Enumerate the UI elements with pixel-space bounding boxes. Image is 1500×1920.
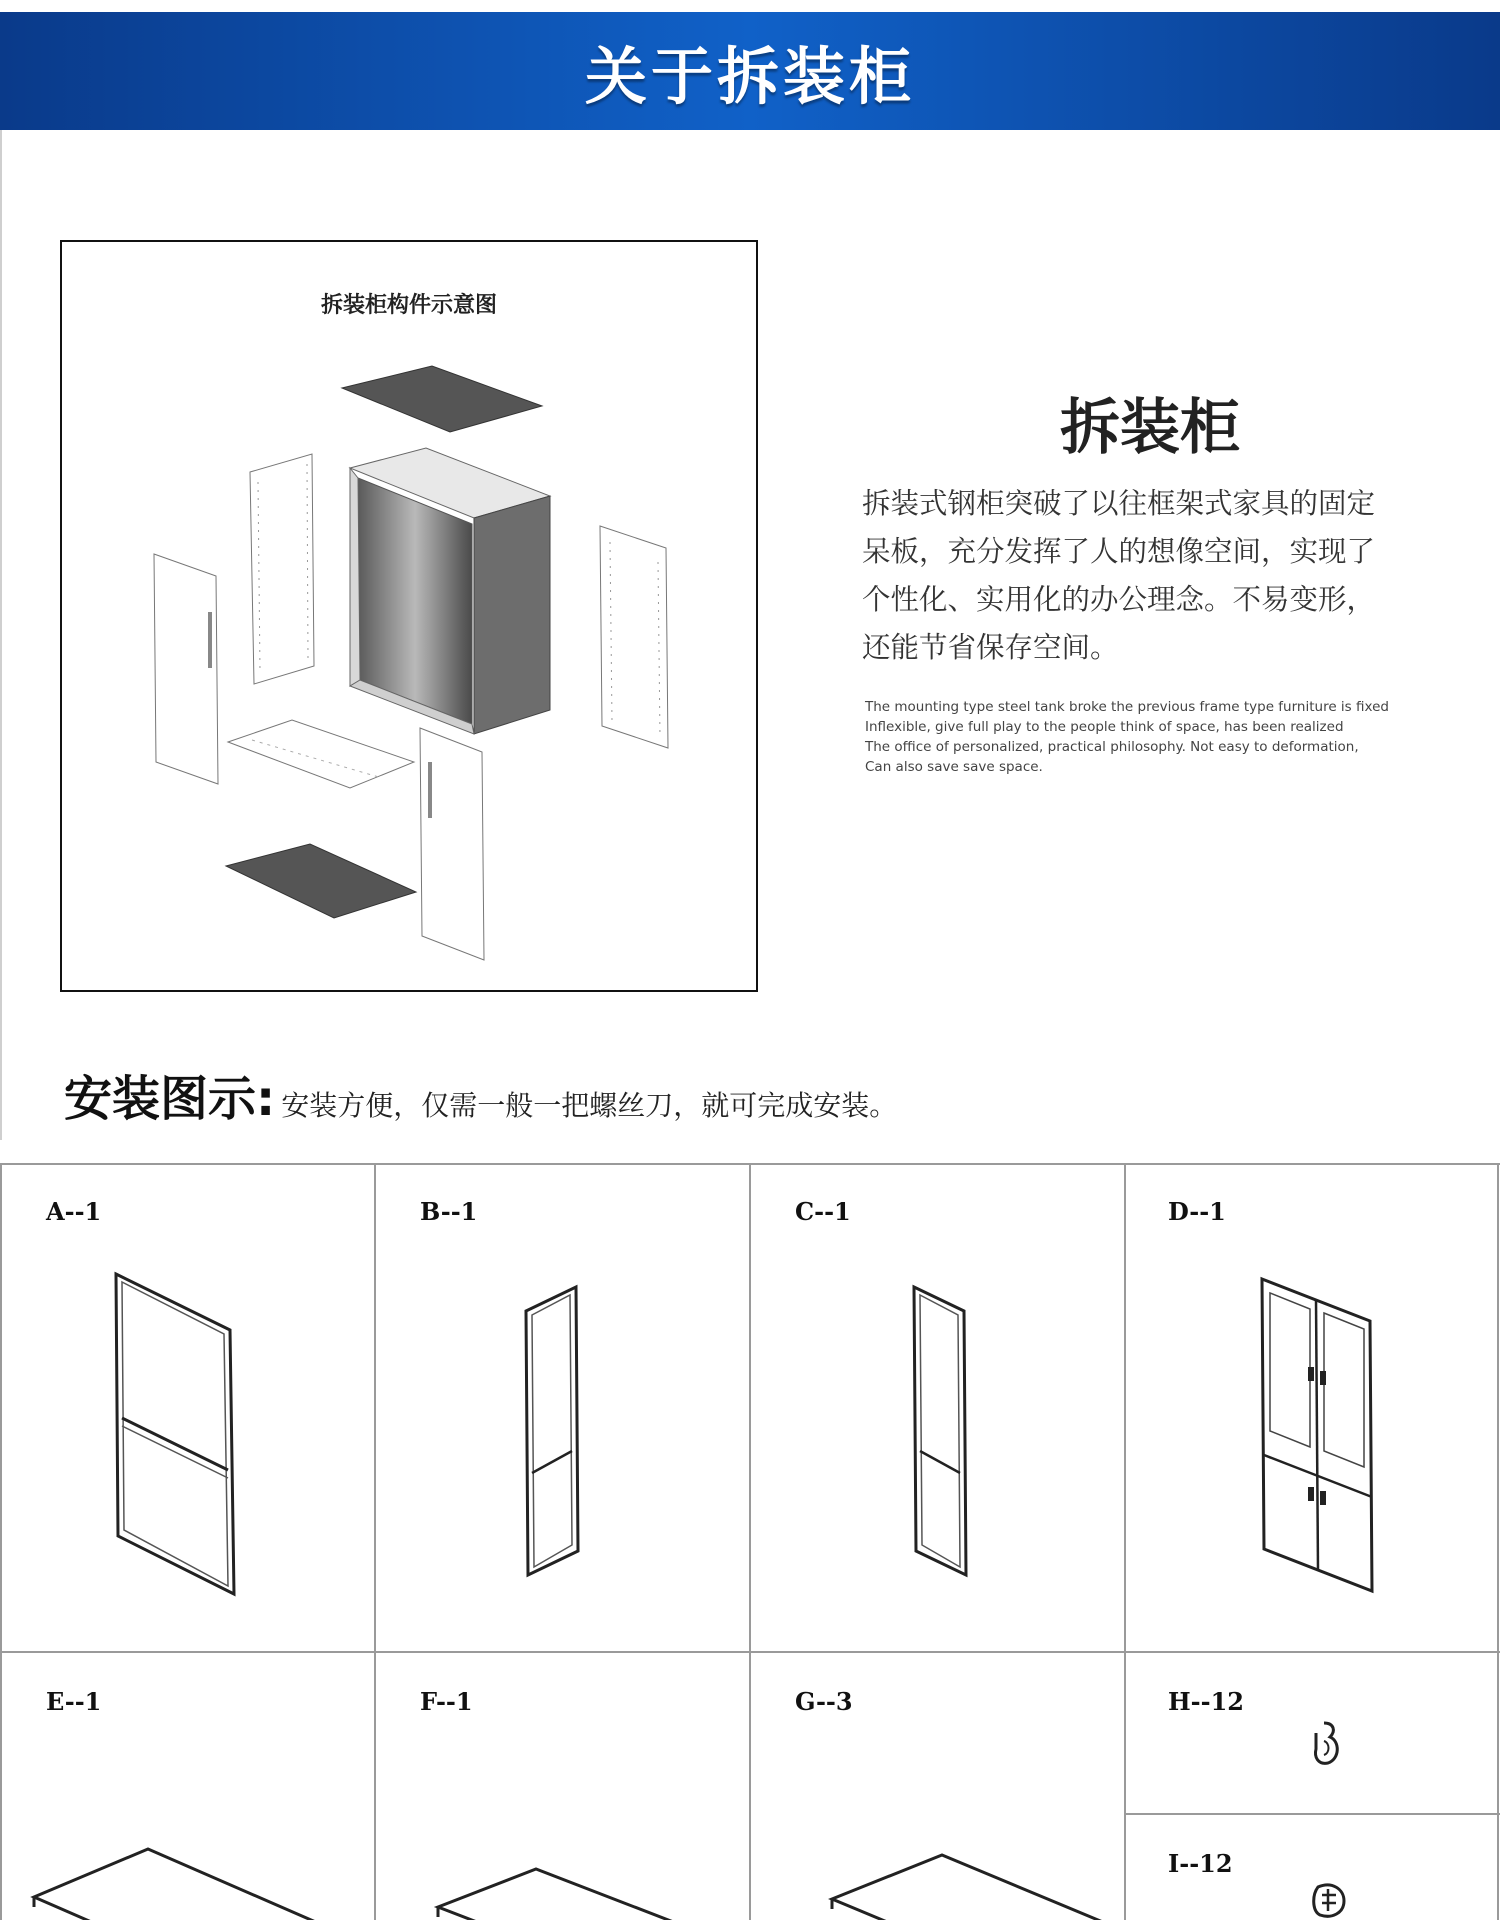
- header-banner: [0, 12, 1500, 130]
- english-line: Can also save save space.: [865, 759, 1043, 775]
- english-line: The office of personalized, practical philosophy. Not easy to deformation,: [865, 739, 1359, 755]
- part-code-i: I--12: [1168, 1849, 1233, 1878]
- left-panel: [250, 454, 314, 684]
- product-title: 拆装柜: [1060, 393, 1240, 463]
- part-code-f: F--1: [420, 1687, 473, 1716]
- install-label: 安装图示:: [64, 1071, 276, 1127]
- english-description: [865, 697, 1425, 777]
- exploded-diagram: [60, 240, 758, 992]
- back-panel-icon: [110, 1268, 250, 1598]
- banner-title: 关于拆装柜: [584, 39, 915, 113]
- description-line: 呆板，充分发挥了人的想像空间，实现了: [862, 535, 1376, 568]
- latch-clip-icon: [1308, 1881, 1352, 1920]
- part-code-a: A--1: [46, 1197, 102, 1226]
- bottom-board: [226, 844, 416, 918]
- top-board: [342, 366, 542, 432]
- install-heading: [64, 1060, 897, 1129]
- part-code-b: B--1: [420, 1197, 478, 1226]
- door-frame-icon: [1256, 1275, 1376, 1595]
- part-code-g: G--3: [795, 1687, 853, 1716]
- shelf-board-icon: [826, 1849, 1116, 1920]
- side-panel-icon: [908, 1283, 988, 1583]
- description-line: 拆装式钢柜突破了以往框架式家具的固定: [862, 487, 1376, 520]
- shelf-board-icon: [432, 1863, 712, 1920]
- part-code-e: E--1: [46, 1687, 102, 1716]
- shelf: [228, 720, 414, 788]
- english-line: The mounting type steel tank broke the previous frame type furniture is fixed: [865, 699, 1389, 715]
- diagram-title: 拆装柜构件示意图: [320, 293, 497, 318]
- left-door: [154, 554, 218, 784]
- english-line: Inflexible, give full play to the people think of space, has been realized: [865, 719, 1344, 735]
- hook-clip-icon: [1310, 1719, 1350, 1771]
- part-code-d: D--1: [1168, 1197, 1226, 1226]
- cabinet-exploded-illustration: [62, 242, 756, 990]
- cabinet-side: [474, 496, 550, 734]
- description-line: 还能节省保存空间。: [862, 631, 1119, 664]
- part-code-c: C--1: [795, 1197, 851, 1226]
- parts-grid: [0, 1163, 1500, 1920]
- product-description: [862, 480, 1422, 672]
- page-edge-rule: [0, 130, 2, 1140]
- shelf-board-icon: [28, 1843, 328, 1920]
- side-panel-icon: [520, 1283, 600, 1583]
- description-line: 个性化、实用化的办公理念。不易变形，: [862, 583, 1376, 616]
- install-description: 安装方便，仅需一般一把螺丝刀，就可完成安装。: [281, 1089, 898, 1122]
- part-code-h: H--12: [1168, 1687, 1244, 1716]
